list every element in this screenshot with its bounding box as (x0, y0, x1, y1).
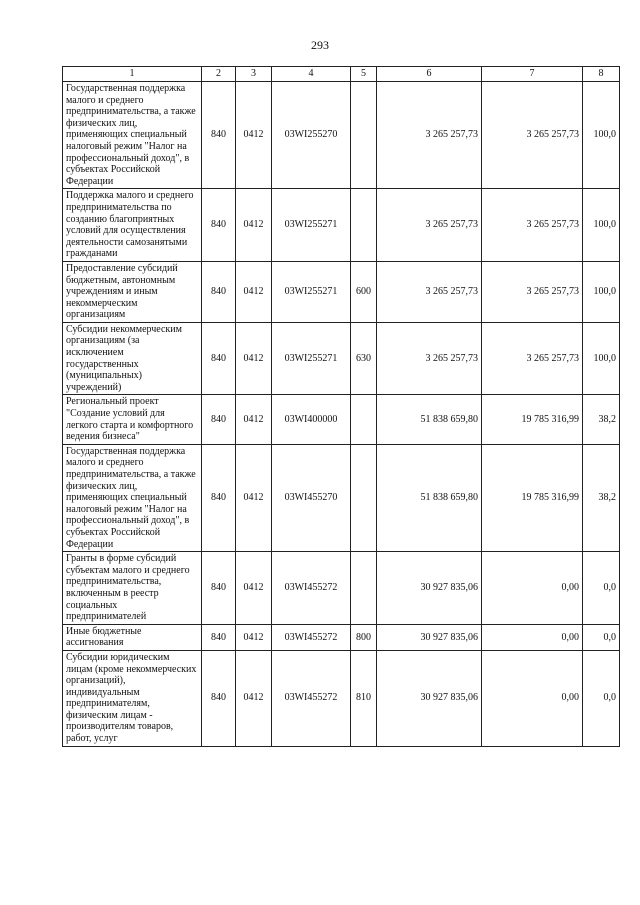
expense-type-cell: 800 (351, 624, 377, 650)
table-row (63, 261, 620, 322)
table-row (63, 650, 620, 746)
section-code-cell: 0412 (236, 82, 272, 189)
section-code-cell: 0412 (236, 189, 272, 262)
section-code-cell: 0412 (236, 624, 272, 650)
expense-type-cell (351, 395, 377, 444)
expense-type-cell: 600 (351, 261, 377, 322)
column-header: 6 (377, 67, 482, 82)
approved-amount-cell: 30 927 835,06 (377, 650, 482, 746)
expense-name-cell: Субсидии некоммерческим организациям (за исключением государственных (муниципальных) учреждений) (63, 322, 202, 395)
executed-amount-cell: 19 785 316,99 (482, 395, 583, 444)
approved-amount-cell: 51 838 659,80 (377, 444, 482, 551)
target-article-cell: 03WI255271 (272, 322, 351, 395)
column-header-row (63, 67, 620, 82)
grbs-code-cell: 840 (202, 82, 236, 189)
expense-name-cell: Государственная поддержка малого и среднего предпринимательства, а также физических лиц, применяющих специальный налоговый режим "Налог на профессиональный доход", в субъектах Российской Федерации (63, 444, 202, 551)
budget-table (62, 66, 620, 747)
expense-name-cell: Государственная поддержка малого и среднего предпринимательства, а также физических лиц, применяющих специальный налоговый режим "Налог на профессиональный доход", в субъектах Российской Федерации (63, 82, 202, 189)
executed-amount-cell: 0,00 (482, 650, 583, 746)
grbs-code-cell: 840 (202, 552, 236, 625)
approved-amount-cell: 30 927 835,06 (377, 552, 482, 625)
executed-amount-cell: 0,00 (482, 552, 583, 625)
column-header: 5 (351, 67, 377, 82)
execution-percent-cell: 38,2 (583, 395, 620, 444)
column-header: 2 (202, 67, 236, 82)
column-header: 1 (63, 67, 202, 82)
execution-percent-cell: 100,0 (583, 322, 620, 395)
executed-amount-cell: 19 785 316,99 (482, 444, 583, 551)
execution-percent-cell: 0,0 (583, 552, 620, 625)
approved-amount-cell: 30 927 835,06 (377, 624, 482, 650)
expense-name-cell: Гранты в форме субсидий субъектам малого и среднего предпринимательства, включенным в реестр социальных предпринимателей (63, 552, 202, 625)
section-code-cell: 0412 (236, 552, 272, 625)
grbs-code-cell: 840 (202, 624, 236, 650)
grbs-code-cell: 840 (202, 395, 236, 444)
expense-name-cell: Региональный проект "Создание условий для легкого старта и комфортного ведения бизнеса" (63, 395, 202, 444)
target-article-cell: 03WI400000 (272, 395, 351, 444)
approved-amount-cell: 3 265 257,73 (377, 261, 482, 322)
execution-percent-cell: 38,2 (583, 444, 620, 551)
column-header: 3 (236, 67, 272, 82)
column-header: 8 (583, 67, 620, 82)
table-row (63, 395, 620, 444)
page-number: 293 (311, 38, 329, 52)
table-row (63, 624, 620, 650)
expense-type-cell (351, 82, 377, 189)
section-code-cell: 0412 (236, 261, 272, 322)
expense-type-cell: 810 (351, 650, 377, 746)
execution-percent-cell: 100,0 (583, 261, 620, 322)
expense-type-cell (351, 552, 377, 625)
grbs-code-cell: 840 (202, 444, 236, 551)
approved-amount-cell: 3 265 257,73 (377, 82, 482, 189)
approved-amount-cell: 3 265 257,73 (377, 322, 482, 395)
execution-percent-cell: 0,0 (583, 650, 620, 746)
executed-amount-cell: 3 265 257,73 (482, 82, 583, 189)
target-article-cell: 03WI455272 (272, 624, 351, 650)
table-row (63, 82, 620, 189)
target-article-cell: 03WI255270 (272, 82, 351, 189)
executed-amount-cell: 0,00 (482, 624, 583, 650)
table-row (63, 189, 620, 262)
grbs-code-cell: 840 (202, 650, 236, 746)
table-row (63, 552, 620, 625)
grbs-code-cell: 840 (202, 322, 236, 395)
target-article-cell: 03WI255271 (272, 261, 351, 322)
execution-percent-cell: 100,0 (583, 189, 620, 262)
target-article-cell: 03WI455270 (272, 444, 351, 551)
expense-name-cell: Поддержка малого и среднего предпринимательства по созданию благоприятных условий для осуществления деятельности самозанятыми гражданами (63, 189, 202, 262)
grbs-code-cell: 840 (202, 189, 236, 262)
column-header: 4 (272, 67, 351, 82)
section-code-cell: 0412 (236, 395, 272, 444)
section-code-cell: 0412 (236, 322, 272, 395)
executed-amount-cell: 3 265 257,73 (482, 189, 583, 262)
executed-amount-cell: 3 265 257,73 (482, 322, 583, 395)
expense-name-cell: Субсидии юридическим лицам (кроме некоммерческих организаций), индивидуальным предпринимателям, физическим лицам - производителям товаров, работ, услуг (63, 650, 202, 746)
target-article-cell: 03WI255271 (272, 189, 351, 262)
section-code-cell: 0412 (236, 444, 272, 551)
expense-type-cell (351, 189, 377, 262)
column-header: 7 (482, 67, 583, 82)
approved-amount-cell: 3 265 257,73 (377, 189, 482, 262)
expense-type-cell: 630 (351, 322, 377, 395)
table-row (63, 444, 620, 551)
approved-amount-cell: 51 838 659,80 (377, 395, 482, 444)
executed-amount-cell: 3 265 257,73 (482, 261, 583, 322)
execution-percent-cell: 100,0 (583, 82, 620, 189)
grbs-code-cell: 840 (202, 261, 236, 322)
target-article-cell: 03WI455272 (272, 552, 351, 625)
expense-name-cell: Предоставление субсидий бюджетным, автономным учреждениям и иным некоммерческим организациям (63, 261, 202, 322)
table-row (63, 322, 620, 395)
execution-percent-cell: 0,0 (583, 624, 620, 650)
expense-name-cell: Иные бюджетные ассигнования (63, 624, 202, 650)
expense-type-cell (351, 444, 377, 551)
section-code-cell: 0412 (236, 650, 272, 746)
target-article-cell: 03WI455272 (272, 650, 351, 746)
